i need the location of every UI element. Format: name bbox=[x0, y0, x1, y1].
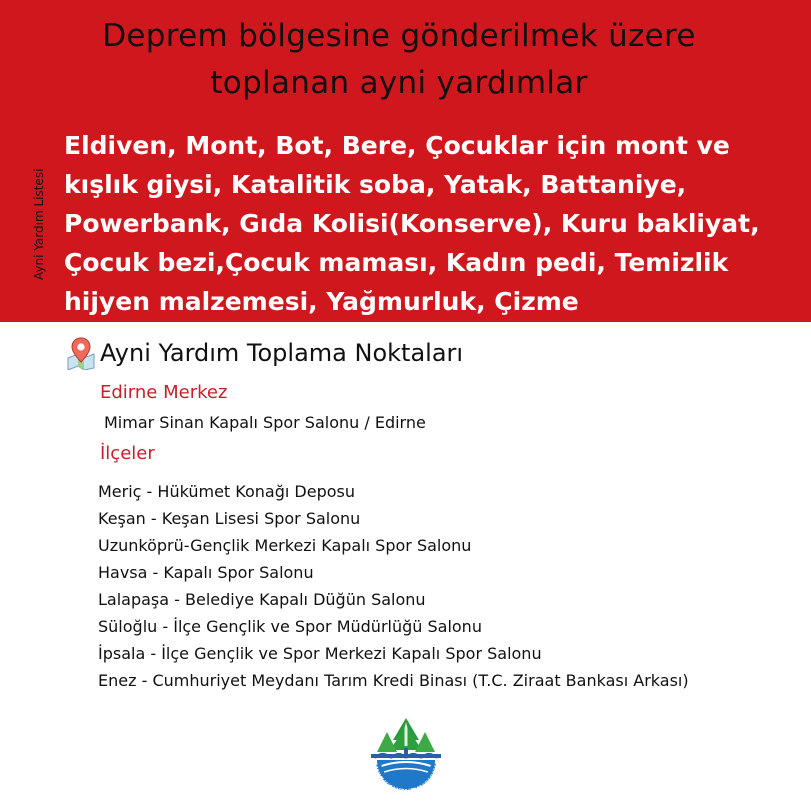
district-list bbox=[98, 478, 689, 694]
logo-text: T.C. EDİRNE VALİLİĞİ bbox=[374, 761, 438, 793]
list-item: Enez - Cumhuriyet Meydanı Tarım Kredi Binası (T.C. Ziraat Bankası Arkası) bbox=[98, 671, 689, 690]
districts-heading: İlçeler bbox=[100, 443, 155, 464]
collection-points-header bbox=[66, 336, 463, 370]
list-item: İpsala - İlçe Gençlik ve Spor Merkezi Kapalı Spor Salonu bbox=[98, 644, 542, 663]
map-pin-icon bbox=[66, 336, 96, 370]
list-item: Lalapaşa - Belediye Kapalı Düğün Salonu bbox=[98, 590, 426, 609]
list-item: Meriç - Hükümet Konağı Deposu bbox=[98, 482, 355, 501]
red-banner bbox=[0, 0, 811, 322]
list-item: Keşan - Keşan Lisesi Spor Salonu bbox=[98, 509, 361, 528]
title-line-2: toplanan ayni yardımlar bbox=[210, 65, 588, 101]
center-heading: Edirne Merkez bbox=[100, 382, 228, 403]
list-item: Havsa - Kapalı Spor Salonu bbox=[98, 563, 314, 582]
edirne-valiligi-logo bbox=[363, 714, 449, 800]
collection-points-title: Ayni Yardım Toplama Noktaları bbox=[100, 339, 464, 367]
list-item: Uzunköprü-Gençlik Merkezi Kapalı Spor Salonu bbox=[98, 536, 472, 555]
aid-items-list: Eldiven, Mont, Bot, Bere, Çocuklar için mont ve kışlık giysi, Katalitik soba, Yatak, Battaniye, Powerbank, Gıda Kolisi(Konserve), Kuru bakliyat, Çocuk bezi,Çocuk maması, Kadın pedi, Temizlik hijyen malzemesi, Yağmurluk, Çizme bbox=[64, 131, 760, 316]
side-label: Ayni Yardım Listesi bbox=[32, 168, 46, 280]
list-item: Süloğlu - İlçe Gençlik ve Spor Müdürlüğü Salonu bbox=[98, 617, 482, 636]
center-location: Mimar Sinan Kapalı Spor Salonu / Edirne bbox=[104, 413, 426, 432]
title-line-1: Deprem bölgesine gönderilmek üzere bbox=[102, 18, 696, 54]
page-title bbox=[0, 10, 811, 110]
